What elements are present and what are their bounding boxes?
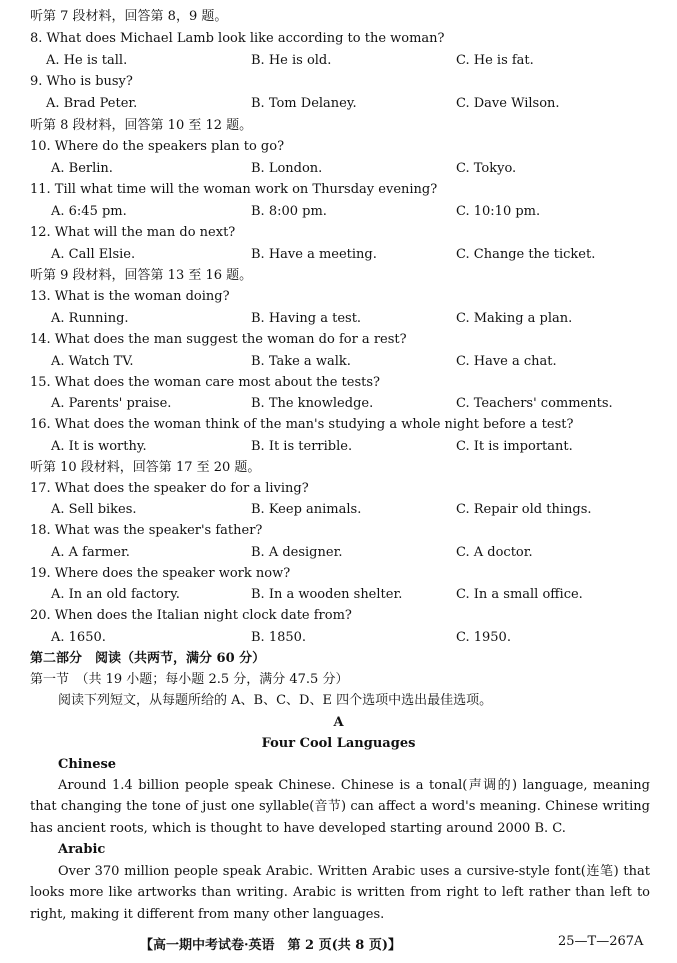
option-11b: B. 8:00 pm. — [251, 204, 327, 219]
option-14b: B. Take a walk. — [251, 354, 351, 369]
option-11a: A. 6:45 pm. — [51, 204, 127, 219]
option-16b: B. It is terrible. — [251, 439, 353, 454]
option-15a: A. Parents' praise. — [51, 396, 172, 411]
question-17: 17. What does the speaker do for a living? — [30, 481, 309, 496]
option-19b: B. In a wooden shelter. — [251, 587, 403, 602]
option-14c: C. Have a chat. — [456, 354, 557, 369]
option-8c: C. He is fat. — [456, 53, 534, 68]
option-18a: A. A farmer. — [51, 545, 130, 560]
chinese-paragraph: Around 1.4 billion people speak Chinese. Chinese is a tonal(声调的) language, meaning that changing the tone of just one syllable(音节) can affect a word's meaning. Chinese writing has ancient roots, which is thought to have developed starting around 2000 B. C. — [30, 778, 650, 836]
option-13c: C. Making a plan. — [456, 311, 573, 326]
section-heading-7: 听第 7 段材料，回答第 8，9 题。 — [30, 9, 228, 24]
question-19: 19. Where does the speaker work now? — [30, 566, 291, 581]
option-8a: A. He is tall. — [46, 53, 128, 68]
option-20c: C. 1950. — [456, 630, 511, 645]
reading-instruction: 阅读下列短文，从每题所给的 A、B、C、D、E 四个选项中选出最佳选项。 — [58, 693, 493, 708]
question-15: 15. What does the woman care most about the tests? — [30, 375, 381, 390]
part2-subtitle: 第一节 （共 19 小题；每小题 2.5 分，满分 47.5 分） — [30, 672, 349, 687]
option-12a: A. Call Elsie. — [51, 247, 136, 262]
passage-title: Four Cool Languages — [261, 736, 416, 751]
question-9: 9. Who is busy? — [30, 74, 133, 89]
footer-page-info: 【高一期中考试卷·英语 第 2 页(共 8 页)】 — [140, 938, 402, 953]
option-10a: A. Berlin. — [51, 161, 113, 176]
arabic-heading: Arabic — [58, 842, 106, 857]
option-15c: C. Teachers' comments. — [456, 396, 613, 411]
passage-letter: A — [333, 715, 344, 730]
option-12c: C. Change the ticket. — [456, 247, 596, 262]
question-8: 8. What does Michael Lamb look like according to the woman? — [30, 31, 445, 46]
section-heading-8: 听第 8 段材料，回答第 10 至 12 题。 — [30, 118, 253, 133]
option-13a: A. Running. — [51, 311, 129, 326]
chinese-heading: Chinese — [58, 757, 117, 772]
option-12b: B. Have a meeting. — [251, 247, 377, 262]
option-19a: A. In an old factory. — [51, 587, 180, 602]
option-19c: C. In a small office. — [456, 587, 583, 602]
question-13: 13. What is the woman doing? — [30, 289, 230, 304]
footer-code: 25—T—267A — [558, 934, 644, 949]
question-16: 16. What does the woman think of the man's studying a whole night before a test? — [30, 417, 574, 432]
question-12: 12. What will the man do next? — [30, 225, 236, 240]
option-10c: C. Tokyo. — [456, 161, 517, 176]
question-18: 18. What was the speaker's father? — [30, 523, 263, 538]
option-18b: B. A designer. — [251, 545, 343, 560]
option-15b: B. The knowledge. — [251, 396, 374, 411]
option-8b: B. He is old. — [251, 53, 332, 68]
option-16c: C. It is important. — [456, 439, 573, 454]
question-11: 11. Till what time will the woman work on Thursday evening? — [30, 182, 438, 197]
option-9b: B. Tom Delaney. — [251, 96, 357, 111]
option-20b: B. 1850. — [251, 630, 307, 645]
option-10b: B. London. — [251, 161, 323, 176]
option-11c: C. 10:10 pm. — [456, 204, 541, 219]
question-14: 14. What does the man suggest the woman do for a rest? — [30, 332, 407, 347]
question-10: 10. Where do the speakers plan to go? — [30, 139, 285, 154]
option-17c: C. Repair old things. — [456, 502, 592, 517]
option-18c: C. A doctor. — [456, 545, 533, 560]
option-9c: C. Dave Wilson. — [456, 96, 560, 111]
option-9a: A. Brad Peter. — [46, 96, 138, 111]
option-16a: A. It is worthy. — [51, 439, 147, 454]
arabic-paragraph: Over 370 million people speak Arabic. Written Arabic uses a cursive-style font(连笔) that looks more like artworks than writing. Arabic is written from right to left rather than left to right, making it different from many other languages. — [30, 864, 650, 922]
section-heading-9: 听第 9 段材料，回答第 13 至 16 题。 — [30, 268, 253, 283]
option-13b: B. Having a test. — [251, 311, 362, 326]
option-17b: B. Keep animals. — [251, 502, 362, 517]
part2-title: 第二部分 阅读（共两节，满分 60 分） — [30, 651, 266, 666]
option-20a: A. 1650. — [51, 630, 106, 645]
option-14a: A. Watch TV. — [51, 354, 134, 369]
section-heading-10: 听第 10 段材料，回答第 17 至 20 题。 — [30, 460, 261, 475]
question-20: 20. When does the Italian night clock date from? — [30, 608, 352, 623]
option-17a: A. Sell bikes. — [51, 502, 137, 517]
